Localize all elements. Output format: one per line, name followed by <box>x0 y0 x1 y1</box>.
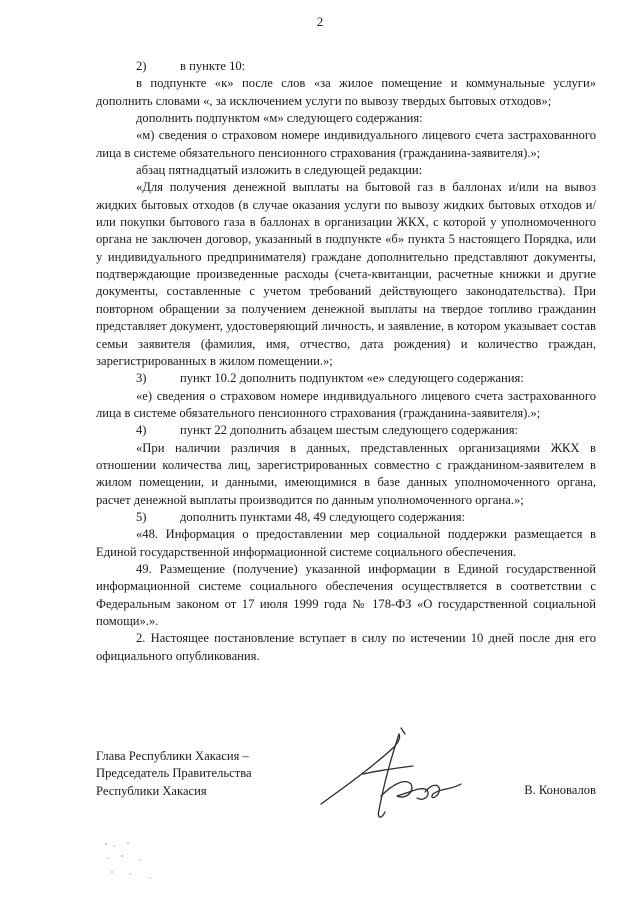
item-text: пункт 22 дополнить абзацем шестым следующего содержания: <box>180 423 519 438</box>
item-number: 5) <box>136 509 147 524</box>
item-text: дополнить пунктами 48, 49 следующего содержания: <box>180 509 466 524</box>
paragraph: 49. Размещение (получение) указанной информации в Единой государственной информационной системе социального обеспечения осуществляется в соответствии с Федеральным законом от 17 июля 1999 года № 178-ФЗ «О государственной социальной помощи».». <box>96 561 596 628</box>
item-text: пункт 10.2 дополнить подпунктом «е» следующего содержания: <box>180 371 524 386</box>
list-item-3 <box>96 370 596 387</box>
signature-block <box>96 748 596 818</box>
signatory-title <box>96 748 252 800</box>
list-item-5 <box>96 509 596 526</box>
item-number: 2) <box>136 59 147 73</box>
list-item-2 <box>96 58 596 75</box>
signatory-name: В. Коновалов <box>524 783 596 797</box>
paragraph: «Для получения денежной выплаты на бытовой газ в баллонах и/или на вывоз жидких бытовых отходов (в случае оказания услуги по вывозу жидких бытовых отходов и/или покупки бытового газа в баллонах в организации ЖКХ, с которой у уполномоченного органа не заключен договор, указанный в подпункте «б» пункта 5 настоящего Порядка, или у индивидуального предпринимателя) граждане дополнительно представляют документы, подтверждающие произведенные расходы (счета-квитанции, расчетные книжки и другие документы, составленные с учетом требований действующего законодательства). При повторном обращении за получением денежной выплаты на твердое топливо гражданин представляет документ, удостоверяющий личность, и заявление, в котором указывает состав семьи заявителя (фамилия, имя, отчество, дата рождения) и количество граждан, зарегистрированных в жилом помещении.»; <box>96 180 596 368</box>
signatory-title-line: Председатель Правительства <box>96 766 252 781</box>
item-number: 3) <box>136 371 147 386</box>
paragraph: «48. Информация о предоставлении мер социальной поддержки размещается в Единой государственной информационной системе социального обеспечения. <box>96 527 596 559</box>
list-item-4 <box>96 422 596 439</box>
faint-stamp-marks <box>100 838 170 888</box>
page-number: 2 <box>316 14 324 29</box>
signatory-title-line: Республики Хакасия <box>96 783 207 798</box>
handwritten-signature <box>301 726 476 826</box>
item-number: 4) <box>136 423 147 438</box>
paragraph: 2. Настоящее постановление вступает в силу по истечении 10 дней после дня его официального опубликования. <box>96 631 596 663</box>
document-body <box>96 58 596 665</box>
paragraph: «е) сведения о страховом номере индивидуального лицевого счета застрахованного лица в системе обязательного пенсионного страхования (гражданина-заявителя).»; <box>96 388 596 420</box>
paragraph: абзац пятнадцатый изложить в следующей редакции: <box>136 163 423 178</box>
paragraph: «м) сведения о страховом номере индивидуального лицевого счета застрахованного лица в системе обязательного пенсионного страхования (гражданина-заявителя).»; <box>96 128 596 160</box>
paragraph: в подпункте «к» после слов «за жилое помещение и коммунальные услуги» дополнить словами «, за исключением услуги по вывозу твердых бытовых отходов»; <box>96 76 596 108</box>
paragraph: «При наличии различия в данных, представленных организациями ЖКХ в отношении количества лиц, зарегистрированных совместно с гражданином-заявителем в жилом помещении, и данными, имеющимися в базе данных уполномоченного органа, расчет денежной выплаты производится по данным уполномоченного органа.»; <box>96 440 596 507</box>
item-text: в пункте 10: <box>180 59 246 73</box>
paragraph: дополнить подпунктом «м» следующего содержания: <box>136 111 423 126</box>
signatory-title-line: Глава Республики Хакасия – <box>96 749 249 763</box>
